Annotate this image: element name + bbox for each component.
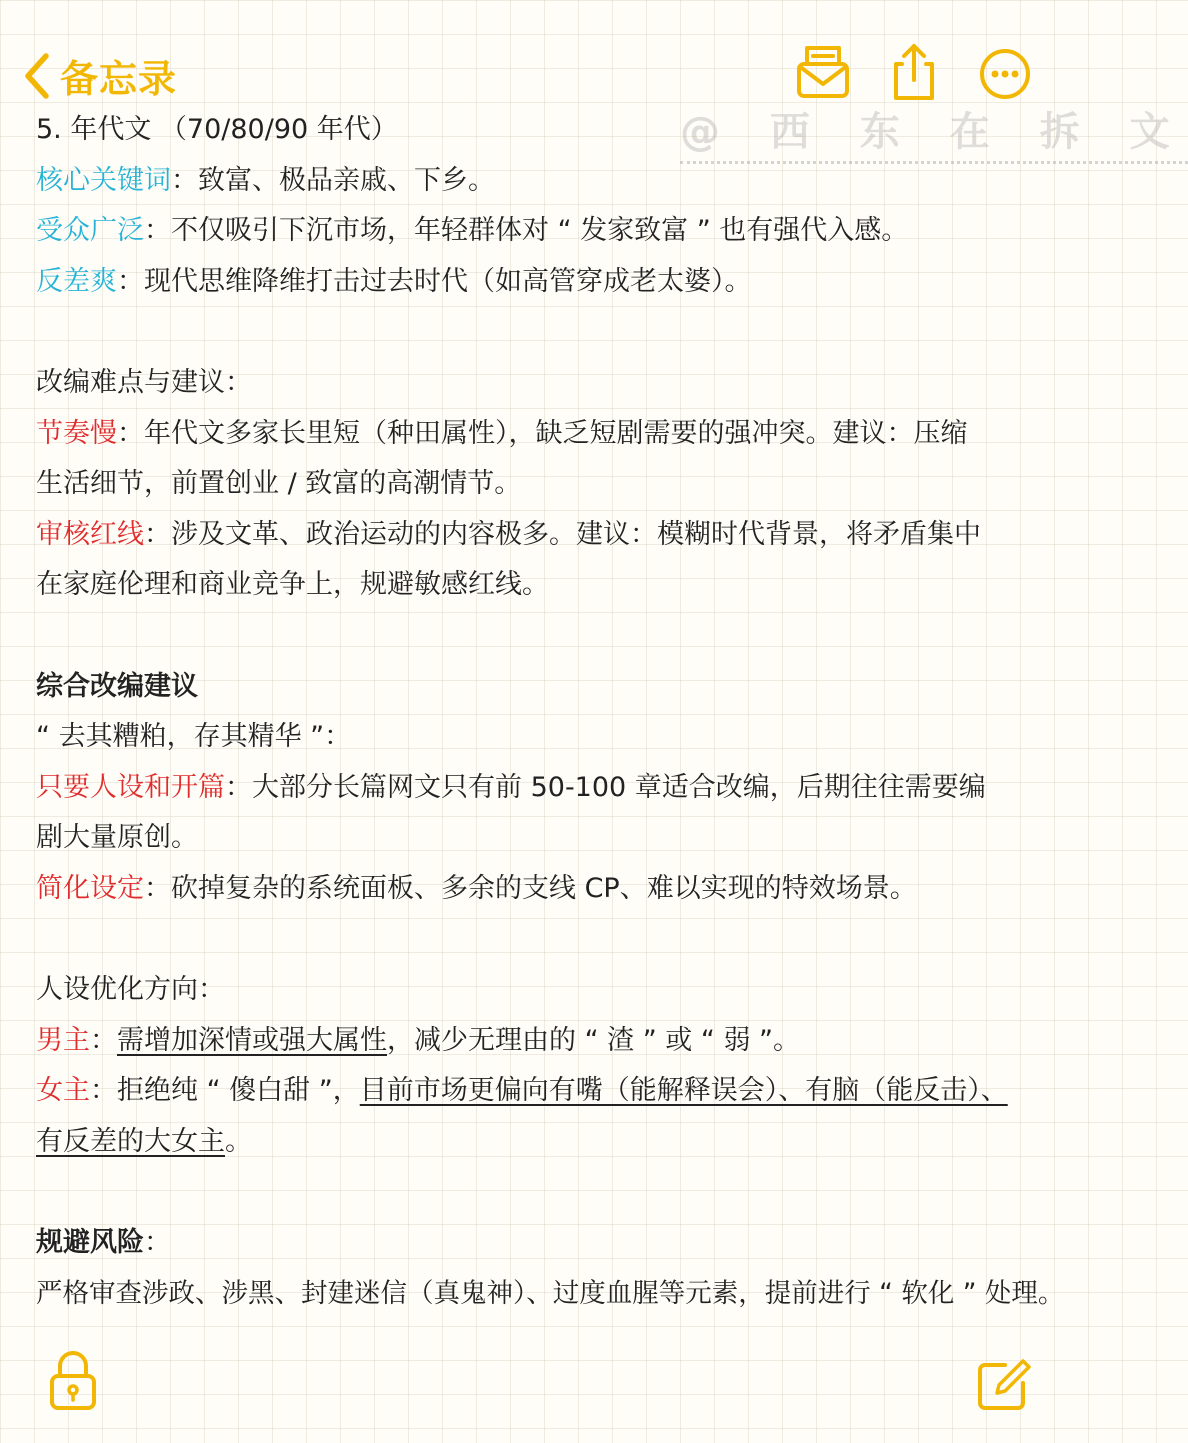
keep-label: 只要人设和开篇 (36, 771, 225, 803)
lock-icon[interactable] (48, 1348, 98, 1412)
female-lead-end: 。 (225, 1125, 252, 1157)
female-lead-plain: ：拒绝纯 “ 傻白甜 ”， (90, 1075, 360, 1107)
male-lead-rest: ，减少无理由的 “ 渣 ” 或 “ 弱 ”。 (387, 1024, 801, 1056)
review-line-1 (36, 510, 1066, 561)
keep-text-1: ：大部分长篇网文只有前 50-100 章适合改编，后期往往需要编 (225, 771, 986, 803)
note-title: 5. 年代文 （70/80/90 年代） (36, 114, 398, 145)
keyword-text: ：致富、极品亲戚、下乡。 (171, 164, 495, 196)
simplify-line (36, 864, 1066, 915)
character-heading: 人设优化方向： (36, 974, 225, 1006)
contrast-label: 反差爽 (36, 265, 117, 297)
contrast-line (36, 257, 1066, 308)
pace-label: 节奏慢 (36, 417, 117, 449)
review-label: 审核红线 (36, 518, 144, 550)
compose-icon[interactable] (975, 1355, 1033, 1413)
pace-line-1 (36, 409, 1066, 460)
simplify-label: 简化设定 (36, 872, 144, 904)
more-icon[interactable] (977, 42, 1033, 102)
risk-heading: 规避风险 (36, 1227, 144, 1259)
female-lead-label: 女主 (36, 1075, 90, 1107)
back-chevron-icon (22, 52, 52, 100)
risk-text: 严格审查涉政、涉黑、封建迷信（真鬼神）、过度血腥等元素，提前进行 “ 软化 ” 处理。 (36, 1277, 1065, 1309)
keyword-line (36, 156, 1066, 207)
review-text-1: ：涉及文革、政治运动的内容极多。建议：模糊时代背景，将矛盾集中 (144, 518, 981, 550)
mail-icon[interactable] (795, 42, 851, 102)
audience-label: 受众广泛 (36, 215, 144, 247)
female-lead-underlined-1: 目前市场更偏向有嘴（能解释误会）、有脑（能反击）、 (359, 1075, 1008, 1107)
advice-heading: 综合改编建议 (36, 670, 198, 702)
watermark: @ 西 东 在 拆 文 (680, 100, 1188, 164)
spacer (36, 915, 1066, 966)
keep-line-2: 剧大量原创。 (36, 822, 198, 854)
risk-heading-colon: ： (144, 1227, 171, 1259)
pace-text-1: ：年代文多家长里短（种田属性），缺乏短剧需要的强冲突。建议：压缩 (117, 417, 968, 449)
audience-line (36, 206, 1066, 257)
simplify-text: ：砍掉复杂的系统面板、多余的支线 CP、难以实现的特效场景。 (144, 872, 917, 904)
review-line-2: 在家庭伦理和商业竞争上，规避敏感红线。 (36, 569, 549, 601)
back-label: 备忘录 (60, 57, 178, 101)
back-button[interactable] (22, 48, 177, 103)
contrast-text: ：现代思维降维打击过去时代（如高管穿成老太婆）。 (117, 265, 752, 297)
risk-heading-line (36, 1218, 1066, 1269)
motto-line: “ 去其糟粕，存其精华 ”： (36, 721, 352, 753)
keep-line-1 (36, 763, 1066, 814)
male-lead-line (36, 1016, 1066, 1067)
spacer (36, 611, 1066, 662)
audience-text: ：不仅吸引下沉市场，年轻群体对 “ 发家致富 ” 也有强代入感。 (144, 215, 909, 247)
spacer (36, 1167, 1066, 1218)
male-lead-underlined: 需增加深情或强大属性 (117, 1024, 387, 1056)
female-lead-underlined-2: 有反差的大女主 (36, 1125, 225, 1157)
keyword-label: 核心关键词 (36, 164, 171, 196)
pace-line-2: 生活细节，前置创业 / 致富的高潮情节。 (36, 468, 522, 500)
difficulty-heading: 改编难点与建议： (36, 366, 252, 398)
share-icon[interactable] (886, 42, 942, 102)
male-lead-label: 男主 (36, 1024, 90, 1056)
note-body[interactable] (36, 105, 1066, 1319)
female-lead-line-1 (36, 1066, 1066, 1117)
male-lead-colon: ： (90, 1024, 117, 1056)
spacer (36, 307, 1066, 358)
female-lead-line-2 (36, 1117, 1066, 1168)
